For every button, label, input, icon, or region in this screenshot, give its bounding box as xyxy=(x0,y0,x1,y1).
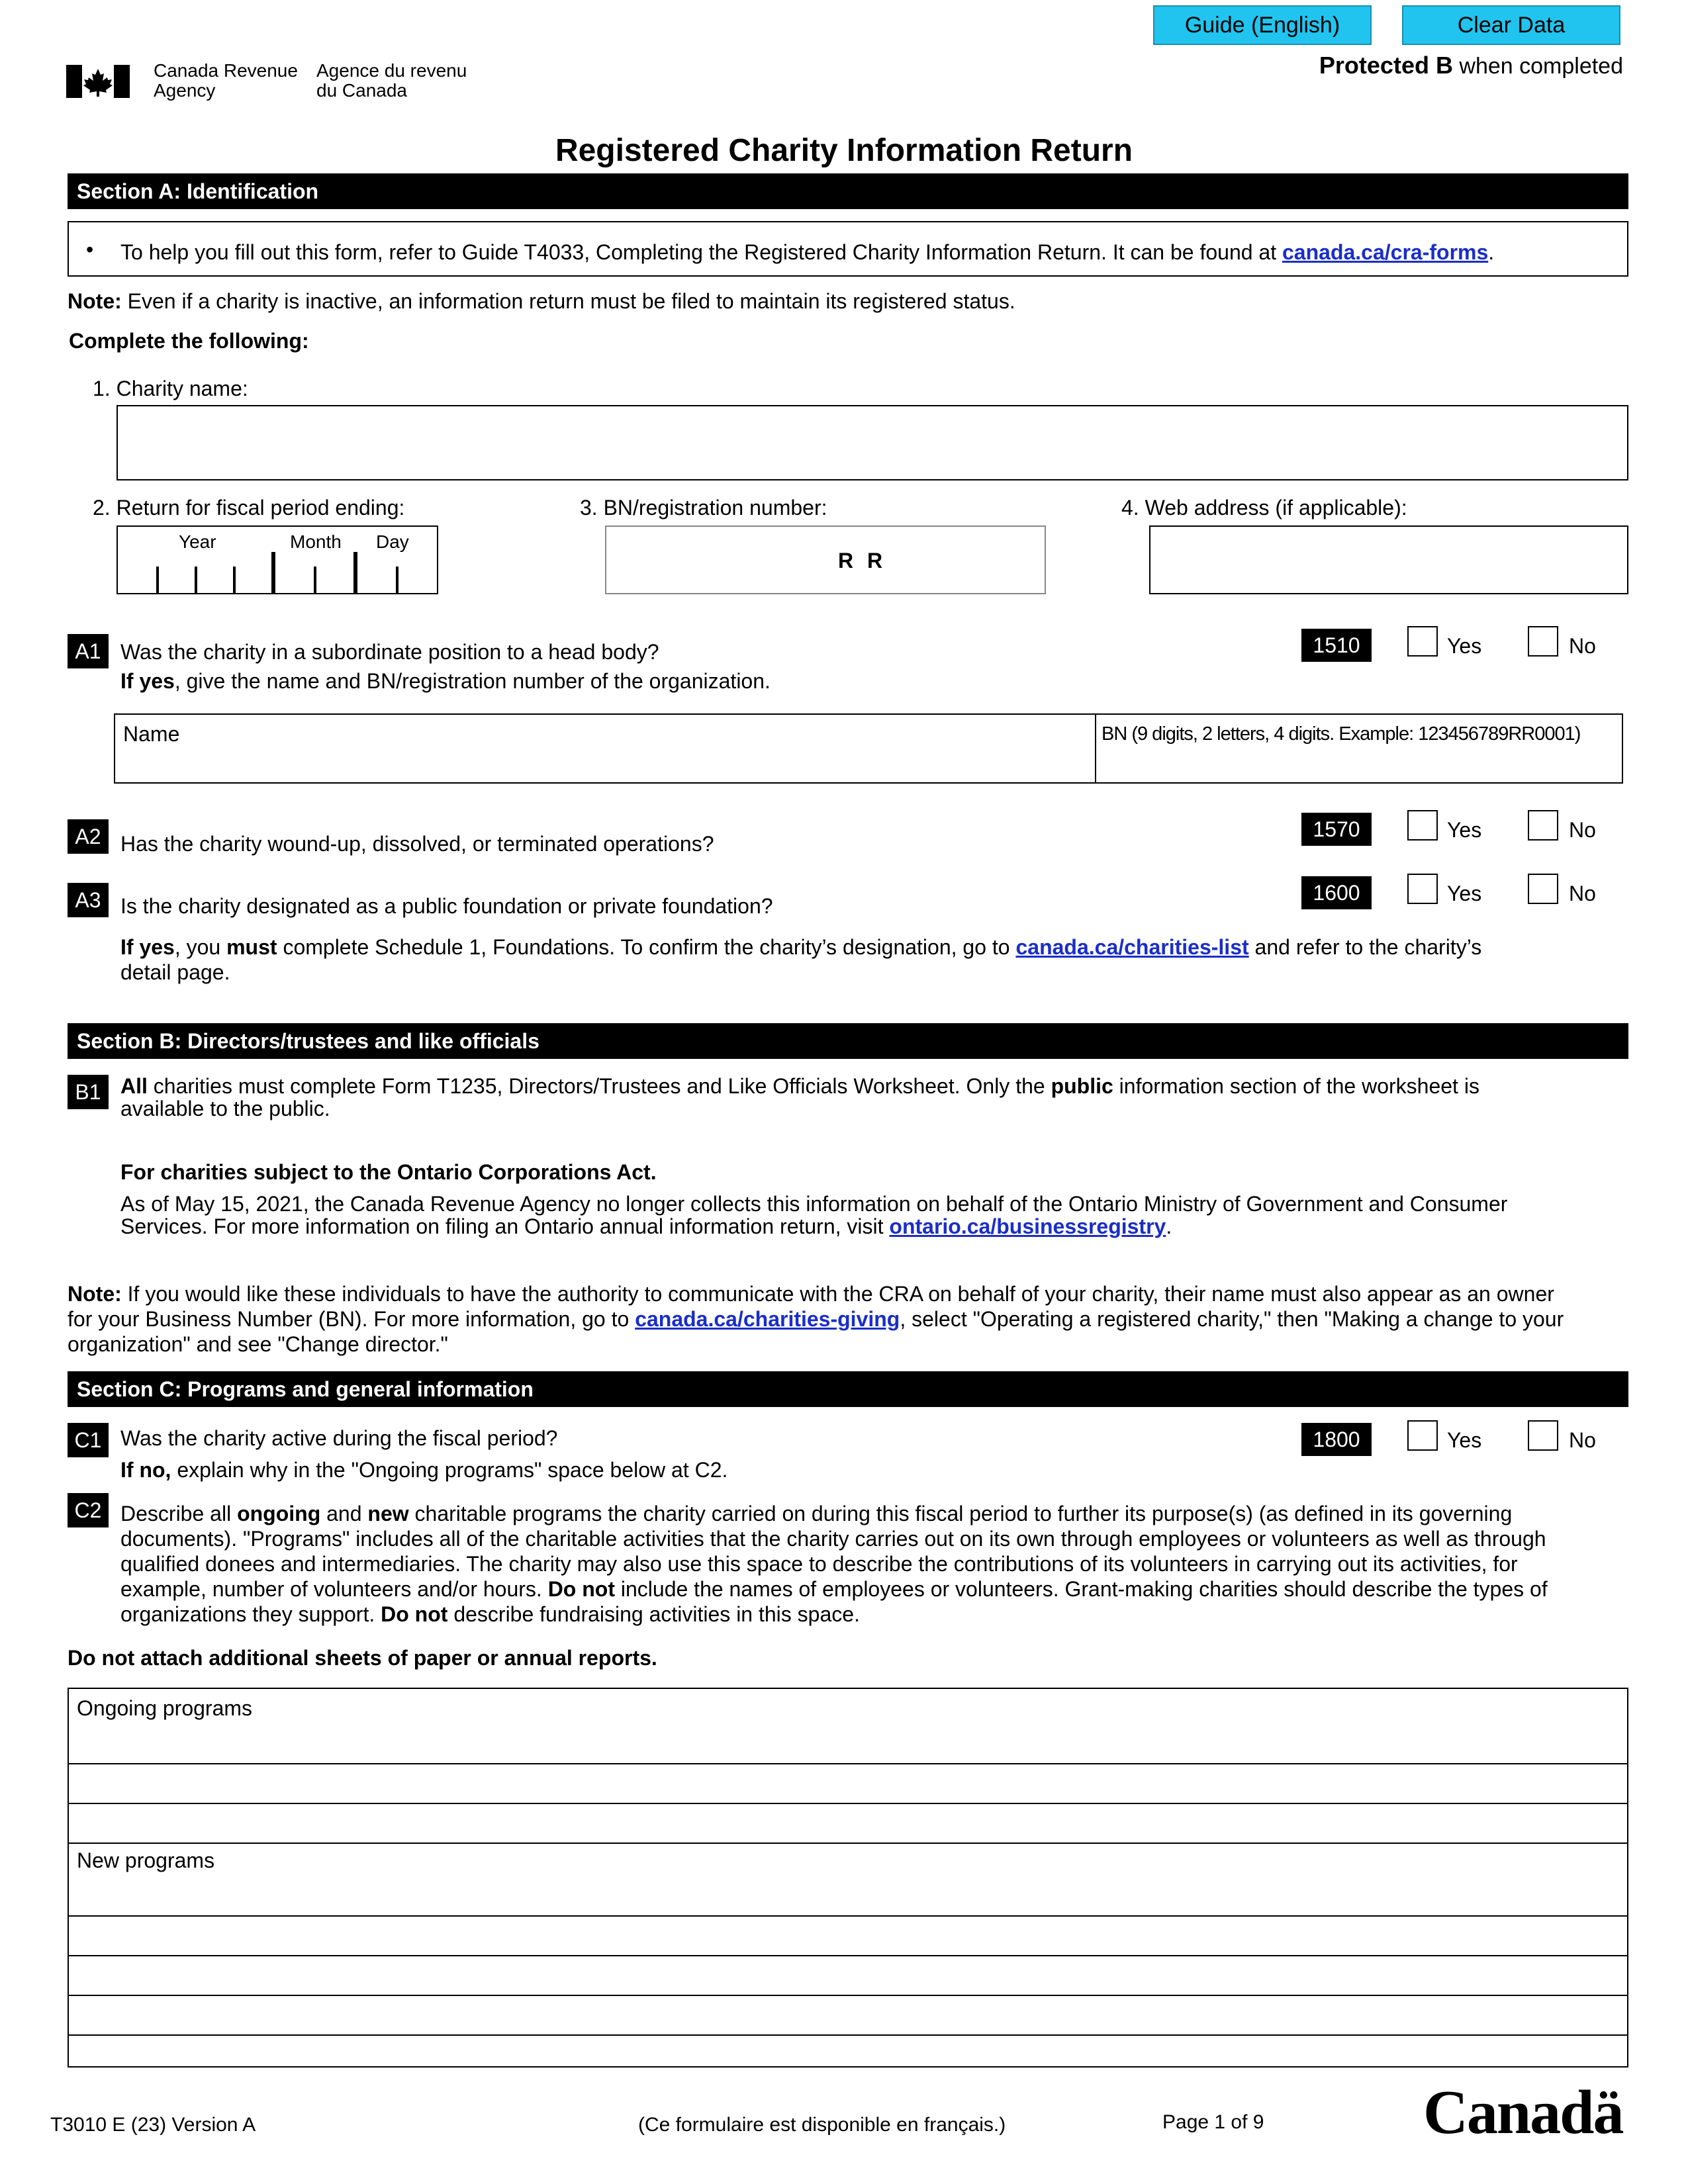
table-divider xyxy=(68,1843,1628,1844)
french-availability: (Ce formulaire est disponible en français.) xyxy=(638,2114,1006,2136)
c1-no-label: No xyxy=(1569,1428,1596,1452)
charities-giving-link[interactable]: canada.ca/charities-giving xyxy=(635,1307,900,1331)
a1-no-label: No xyxy=(1569,634,1596,658)
a1-yes-label: Yes xyxy=(1447,634,1482,658)
a3-instruction-line2: detail page. xyxy=(120,960,230,984)
section-c-heading: Section C: Programs and general information xyxy=(68,1371,1628,1407)
a1-bn-label: BN (9 digits, 2 letters, 4 digits. Example: 123456789RR0001) xyxy=(1102,723,1581,745)
a3-no-label: No xyxy=(1569,882,1596,905)
section-a-note: Note: Even if a charity is inactive, an information return must be filed to maintain its registered status. xyxy=(68,289,1015,313)
a2-no-checkbox[interactable] xyxy=(1528,810,1558,841)
new-programs-label: New programs xyxy=(77,1848,215,1872)
line-code-1600: 1600 xyxy=(1301,876,1372,909)
charity-name-input[interactable] xyxy=(117,405,1628,480)
date-divider xyxy=(233,567,236,593)
ongoing-programs-label: Ongoing programs xyxy=(77,1696,253,1720)
year-label: Year xyxy=(179,531,216,552)
cra-forms-link[interactable]: canada.ca/cra-forms xyxy=(1282,240,1489,264)
new-programs-line-2[interactable] xyxy=(69,1917,1627,1955)
q2-label: 2. Return for fiscal period ending: xyxy=(93,496,405,520)
new-programs-line-5[interactable] xyxy=(69,2036,1627,2066)
ongoing-programs-line-3[interactable] xyxy=(69,1804,1627,1843)
a3-yes-label: Yes xyxy=(1447,882,1482,905)
c2-tag: C2 xyxy=(68,1493,109,1527)
a1-yes-checkbox[interactable] xyxy=(1407,626,1438,657)
section-b-heading: Section B: Directors/trustees and like officials xyxy=(68,1023,1628,1059)
page-title: Registered Charity Information Return xyxy=(555,133,1133,168)
date-divider xyxy=(353,552,357,593)
line-code-1570: 1570 xyxy=(1301,813,1372,846)
day-label: Day xyxy=(376,531,409,552)
a3-question: Is the charity designated as a public foundation or private foundation? xyxy=(120,894,773,918)
a2-tag: A2 xyxy=(68,819,109,854)
form-identifier: T3010 E (23) Version A xyxy=(50,2114,256,2136)
a2-no-label: No xyxy=(1569,818,1596,842)
rr-label: R R xyxy=(838,549,887,572)
a1-name-label: Name xyxy=(123,722,180,746)
clear-data-button[interactable]: Clear Data xyxy=(1402,5,1620,45)
c1-no-checkbox[interactable] xyxy=(1528,1420,1558,1451)
canada-wordmark: Canadä xyxy=(1423,2078,1623,2147)
protected-b-label: Protected B when completed xyxy=(1319,52,1623,79)
agency-name-french: Agence du revenu du Canada xyxy=(316,60,467,101)
ontario-heading: For charities subject to the Ontario Corporations Act. xyxy=(120,1160,657,1184)
no-attach-warning: Do not attach additional sheets of paper or annual reports. xyxy=(68,1646,657,1670)
q4-label: 4. Web address (if applicable): xyxy=(1121,496,1407,520)
q1-label: 1. Charity name: xyxy=(93,377,248,400)
a3-yes-checkbox[interactable] xyxy=(1407,874,1438,904)
c1-question: Was the charity active during the fiscal period? xyxy=(120,1426,558,1450)
date-divider xyxy=(195,567,197,593)
b1-tag: B1 xyxy=(68,1075,109,1109)
a2-question: Has the charity wound-up, dissolved, or terminated operations? xyxy=(120,832,714,856)
c2-text: Describe all ongoing and new charitable programs the charity carried on during this fiscal period to further its purpose(s) (as defined in its governing documents). "Programs" includes all of the charitable activities that the charity carries out on its own through employees or volunteers as well as through qualified donees and intermediaries. The charity may also use this space to describe the contributions of its volunteers in carrying out its activities, for example, number of volunteers and/or hours. Do not include the names of employees or volunteers. Grant-making charities should describe the types of organizations they support. Do not describe fundraising activities in this space. xyxy=(120,1502,1548,1626)
new-programs-line-3[interactable] xyxy=(69,1956,1627,1995)
date-divider xyxy=(271,552,275,593)
date-divider xyxy=(156,567,159,593)
c1-yes-checkbox[interactable] xyxy=(1407,1420,1438,1451)
a3-no-checkbox[interactable] xyxy=(1528,874,1558,904)
ongoing-programs-line-2[interactable] xyxy=(69,1764,1627,1803)
a3-tag: A3 xyxy=(68,883,109,917)
new-programs-line-1[interactable] xyxy=(69,1873,1627,1915)
c1-yes-label: Yes xyxy=(1447,1428,1482,1452)
new-programs-line-4[interactable] xyxy=(69,1996,1627,2034)
line-code-1800: 1800 xyxy=(1301,1423,1372,1456)
a2-yes-checkbox[interactable] xyxy=(1407,810,1438,841)
bn-registration-input[interactable] xyxy=(605,525,1046,594)
line-code-1510: 1510 xyxy=(1301,629,1372,662)
charities-list-link[interactable]: canada.ca/charities-list xyxy=(1015,935,1249,959)
month-label: Month xyxy=(290,531,342,552)
date-divider xyxy=(314,567,316,593)
a1-no-checkbox[interactable] xyxy=(1528,626,1558,657)
guide-english-button[interactable]: Guide (English) xyxy=(1153,5,1372,45)
help-text: To help you fill out this form, refer to Guide T4033, Completing the Registered Charity Information Return. It can be found at canada.ca/cra-forms. xyxy=(120,240,1495,264)
web-address-input[interactable] xyxy=(1149,525,1628,594)
section-b-note: Note: If you would like these individuals to have the authority to communicate with the CRA on behalf of your charity, their name must also appear as an owner for your Business Number (BN). For more information, go to canada.ca/charities-giving, select "Operating a registered charity," then "Making a change to your organization" and see "Change director." xyxy=(68,1282,1564,1356)
agency-name-english: Canada Revenue Agency xyxy=(154,60,298,101)
date-divider xyxy=(396,567,399,593)
a1-tag: A1 xyxy=(68,634,109,668)
page-number: Page 1 of 9 xyxy=(1162,2111,1264,2133)
section-a-heading: Section A: Identification xyxy=(68,173,1628,209)
c1-tag: C1 xyxy=(68,1423,109,1457)
bullet: • xyxy=(86,238,94,261)
a3-instruction: If yes, you must complete Schedule 1, Foundations. To confirm the charity’s designation, go to canada.ca/charities-list and refer to the charity’s xyxy=(120,935,1482,959)
fiscal-period-field[interactable] xyxy=(117,525,438,594)
a2-yes-label: Yes xyxy=(1447,818,1482,842)
ongoing-programs-line-1[interactable] xyxy=(69,1721,1627,1763)
a1-instruction: If yes, give the name and BN/registration number of the organization. xyxy=(120,669,771,693)
b1-text: All charities must complete Form T1235, Directors/Trustees and Like Officials Worksheet. Only the public information section of the worksheet is available to the public. xyxy=(120,1074,1479,1120)
q3-label: 3. BN/registration number: xyxy=(580,496,827,520)
a1-question: Was the charity in a subordinate position to a head body? xyxy=(120,640,659,664)
a1-bn-input[interactable] xyxy=(1095,713,1623,784)
canada-flag-icon xyxy=(66,65,130,98)
c1-instruction: If no, explain why in the "Ongoing programs" space below at C2. xyxy=(120,1458,728,1482)
ontario-business-registry-link[interactable]: ontario.ca/businessregistry xyxy=(889,1214,1166,1238)
ontario-text: As of May 15, 2021, the Canada Revenue Agency no longer collects this information on behalf of the Ontario Ministry of Government and Consumer Services. For more information on filing an Ontario annual information return, visit ontario.ca/businessregistry. xyxy=(120,1192,1508,1238)
complete-following: Complete the following: xyxy=(69,329,309,353)
a1-name-input[interactable] xyxy=(114,713,1096,784)
